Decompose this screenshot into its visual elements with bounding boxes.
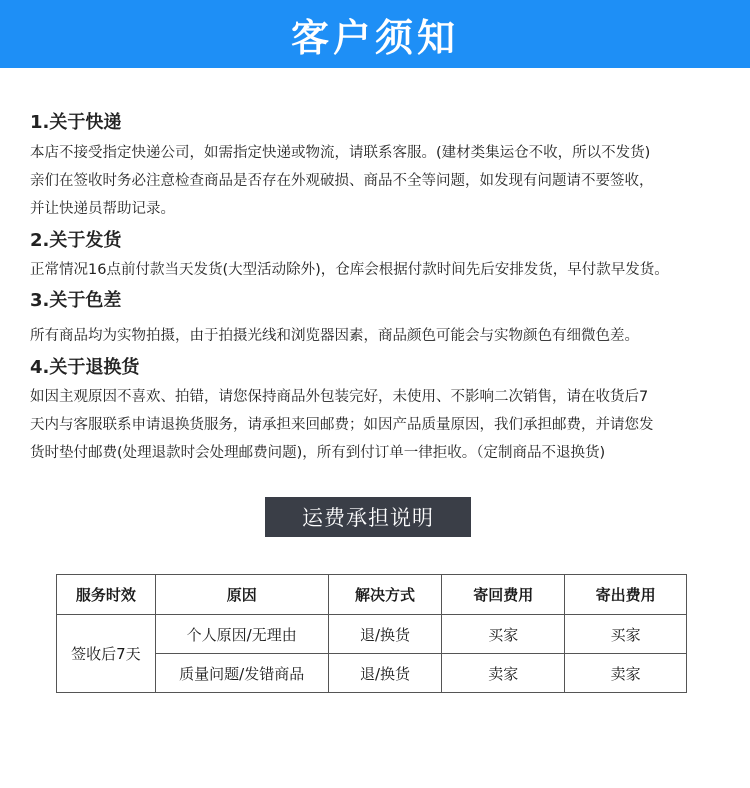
reason-cell: 质量问题/发错商品 — [155, 654, 328, 693]
section-title: 2.关于发货 — [30, 230, 122, 251]
body-line: 正常情况16点前付款当天发货(大型活动除外)，仓库会根据付款时间先后安排发货，早付款早发货。 — [30, 262, 669, 278]
shipping-fee-table — [56, 574, 687, 693]
section-color-difference — [30, 288, 639, 350]
period-cell: 签收后7天 — [57, 615, 156, 693]
section-body — [30, 383, 654, 467]
send-fee-cell: 买家 — [565, 615, 687, 654]
send-fee-cell: 卖家 — [565, 654, 687, 693]
section-title: 1.关于快递 — [30, 112, 122, 133]
table-header-row — [57, 575, 687, 615]
table-row — [57, 615, 687, 654]
column-header: 解决方式 — [328, 575, 442, 615]
reason-cell: 个人原因/无理由 — [155, 615, 328, 654]
section-body — [30, 322, 639, 350]
page-title: 客户须知 — [290, 15, 459, 60]
body-line: 所有商品均为实物拍摄，由于拍摄光线和浏览器因素，商品颜色可能会与实物颜色有细微色差。 — [30, 328, 639, 344]
return-fee-cell: 买家 — [442, 615, 565, 654]
column-header: 服务时效 — [57, 575, 156, 615]
solution-cell: 退/换货 — [328, 654, 442, 693]
section-body — [30, 256, 669, 284]
body-line: 并让快递员帮助记录。 — [30, 201, 175, 217]
section-body — [30, 139, 654, 223]
column-header: 原因 — [155, 575, 328, 615]
body-line: 货时垫付邮费(处理退款时会处理邮费问题)，所有到付订单一律拒收。（定制商品不退换货) — [30, 445, 606, 461]
shipping-heading: 运费承担说明 — [302, 506, 434, 530]
body-line: 如因主观原因不喜欢、拍错，请您保持商品外包装完好，未使用、不影响二次销售，请在收货后7 — [30, 389, 649, 405]
column-header: 寄出费用 — [565, 575, 687, 615]
solution-cell: 退/换货 — [328, 615, 442, 654]
shipping-heading-box — [265, 497, 471, 537]
section-title: 3.关于色差 — [30, 290, 122, 311]
section-shipping-time — [30, 228, 669, 284]
section-returns — [30, 355, 654, 467]
section-title: 4.关于退换货 — [30, 357, 140, 378]
body-line: 天内与客服联系申请退换货服务，请承担来回邮费；如因产品质量原因，我们承担邮费，并请您发 — [30, 417, 654, 433]
column-header: 寄回费用 — [442, 575, 565, 615]
page-header — [0, 0, 750, 68]
body-line: 本店不接受指定快递公司，如需指定快递或物流，请联系客服。(建材类集运仓不收，所以不发货) — [30, 145, 651, 161]
return-fee-cell: 卖家 — [442, 654, 565, 693]
body-line: 亲们在签收时务必注意检查商品是否存在外观破损、商品不全等问题，如发现有问题请不要签收， — [30, 173, 654, 189]
section-delivery — [30, 110, 654, 223]
